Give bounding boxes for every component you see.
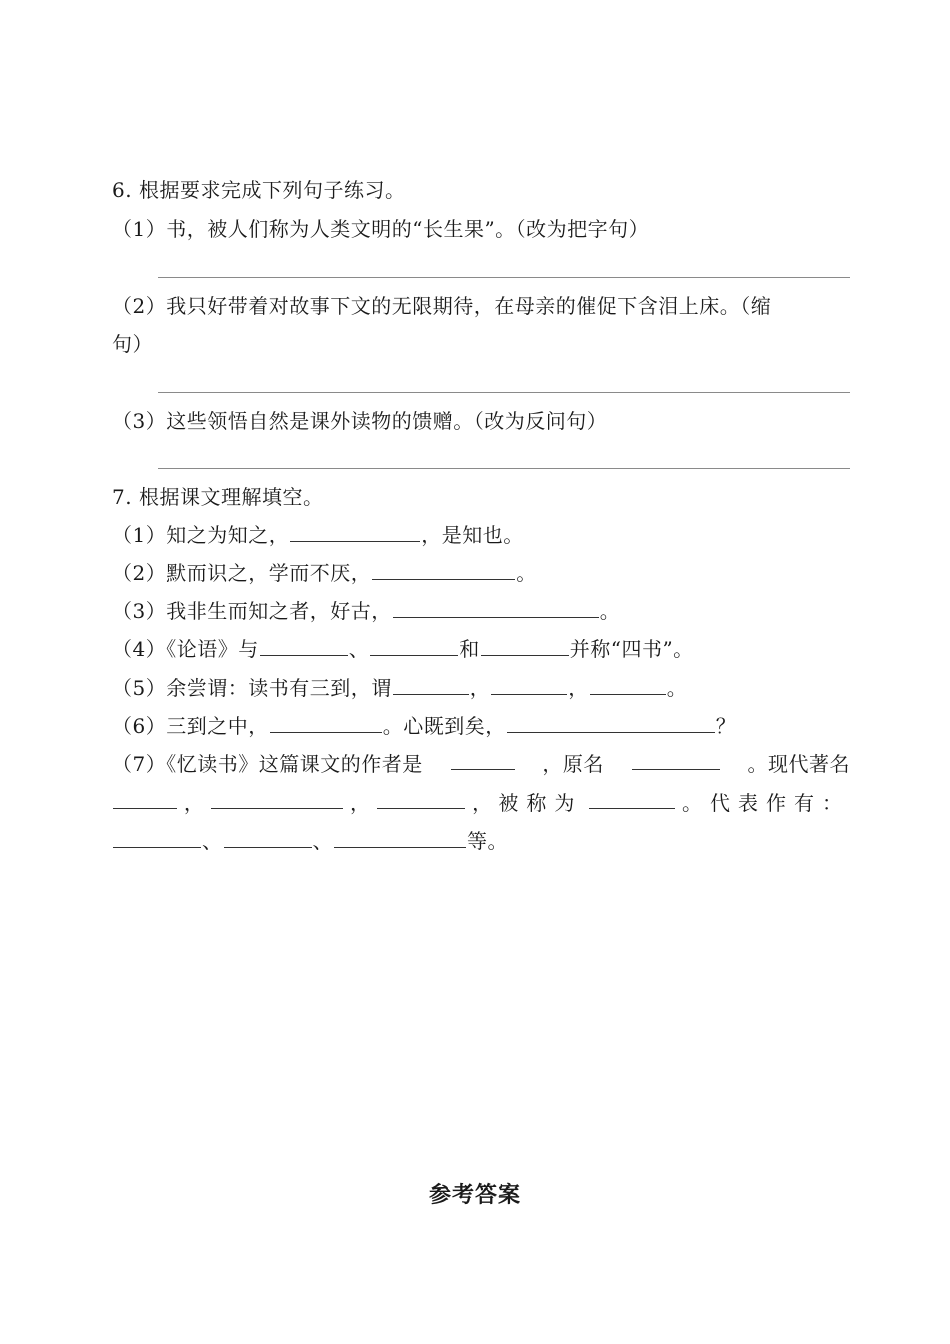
q7-item-7-text-6: ， — [472, 791, 493, 815]
q6-item-3: （3）这些领悟自然是课外读物的馈赠。（改为反问句） — [112, 409, 608, 433]
q7-item-7-line-3 — [112, 826, 852, 856]
fill-blank[interactable] — [507, 712, 715, 733]
q7-item-2 — [112, 558, 852, 588]
q7-item-4-text-c: 和 — [459, 637, 480, 661]
answer-line-2[interactable] — [158, 392, 850, 393]
q7-item-7-text-7: 被称为 — [498, 791, 583, 815]
q7-item-5-text-b: ， — [469, 676, 491, 700]
fill-blank[interactable] — [377, 788, 465, 809]
q7-item-1 — [112, 520, 852, 550]
q7-heading: 7. 根据课文理解填空。 — [112, 485, 324, 509]
q7-item-1-text-a: （1）知之为知之， — [112, 523, 290, 547]
q7-item-7-text-4: ， — [183, 791, 205, 815]
q7-item-7-text-3: 。现代著名 — [747, 752, 850, 776]
q7-item-7-line-2 — [112, 788, 850, 818]
fill-blank[interactable] — [113, 788, 177, 809]
fill-blank[interactable] — [370, 635, 458, 656]
q7-item-7-text-10: 、 — [312, 829, 333, 853]
q7-item-7-text-1: （7）《忆读书》这篇课文的作者是 — [112, 752, 423, 776]
q7-item-7-text-11: 等。 — [467, 829, 508, 853]
q7-item-6 — [112, 711, 852, 741]
fill-blank[interactable] — [451, 749, 515, 770]
fill-blank[interactable] — [632, 749, 720, 770]
q7-item-3-text-b: 。 — [599, 599, 621, 623]
fill-blank[interactable] — [491, 674, 567, 695]
q7-item-7-text-8: 。代表作有： — [682, 791, 850, 815]
q7-item-3 — [112, 596, 852, 626]
fill-blank[interactable] — [393, 597, 599, 618]
fill-blank[interactable] — [334, 827, 466, 848]
q7-item-3-text-a: （3）我非生而知之者，好古， — [112, 599, 392, 623]
q6-heading: 6. 根据要求完成下列句子练习。 — [112, 178, 406, 202]
q7-item-5 — [112, 673, 852, 703]
fill-blank[interactable] — [113, 827, 201, 848]
fill-blank[interactable] — [590, 674, 666, 695]
fill-blank[interactable] — [481, 635, 569, 656]
fill-blank[interactable] — [372, 559, 515, 580]
q7-item-6-text-a: （6）三到之中， — [112, 714, 269, 738]
q7-item-2-text-a: （2）默而识之，学而不厌， — [112, 561, 372, 585]
q7-item-5-text-c: ， — [568, 676, 589, 700]
answer-line-1[interactable] — [158, 277, 850, 278]
fill-blank[interactable] — [260, 635, 348, 656]
q7-item-4-text-a: （4）《论语》与 — [112, 637, 259, 661]
q7-item-7-text-9: 、 — [202, 829, 223, 853]
fill-blank[interactable] — [224, 827, 312, 848]
fill-blank[interactable] — [290, 521, 420, 542]
fill-blank[interactable] — [589, 788, 675, 809]
fill-blank[interactable] — [211, 788, 343, 809]
q7-item-4 — [112, 634, 852, 664]
q6-item-2-line-1: （2）我只好带着对故事下文的无限期待，在母亲的催促下含泪上床。（缩 — [112, 294, 772, 318]
answer-section-title: 参考答案 — [428, 1183, 521, 1208]
q7-item-7-text-5: ， — [349, 791, 371, 815]
fill-blank[interactable] — [393, 674, 469, 695]
q7-item-5-text-a: （5）余尝谓：读书有三到，谓 — [112, 676, 392, 700]
q7-item-7-line-1 — [112, 749, 850, 779]
q7-item-6-text-c: ？ — [715, 714, 737, 738]
q7-item-1-text-b: ，是知也。 — [421, 523, 524, 547]
q7-item-6-text-b: 。心既到矣， — [382, 714, 506, 738]
q7-item-4-text-d: 并称“四书”。 — [569, 637, 694, 661]
q6-item-2-line-2: 句） — [112, 332, 153, 356]
fill-blank[interactable] — [270, 712, 382, 733]
answer-line-3[interactable] — [158, 468, 850, 469]
q7-item-7-text-2: ，原名 — [542, 752, 604, 776]
q7-item-5-text-d: 。 — [666, 676, 688, 700]
q6-item-1: （1）书，被人们称为人类文明的“长生果”。（改为把字句） — [112, 217, 650, 241]
q7-item-2-text-b: 。 — [516, 561, 537, 585]
q7-item-4-text-b: 、 — [348, 637, 370, 661]
